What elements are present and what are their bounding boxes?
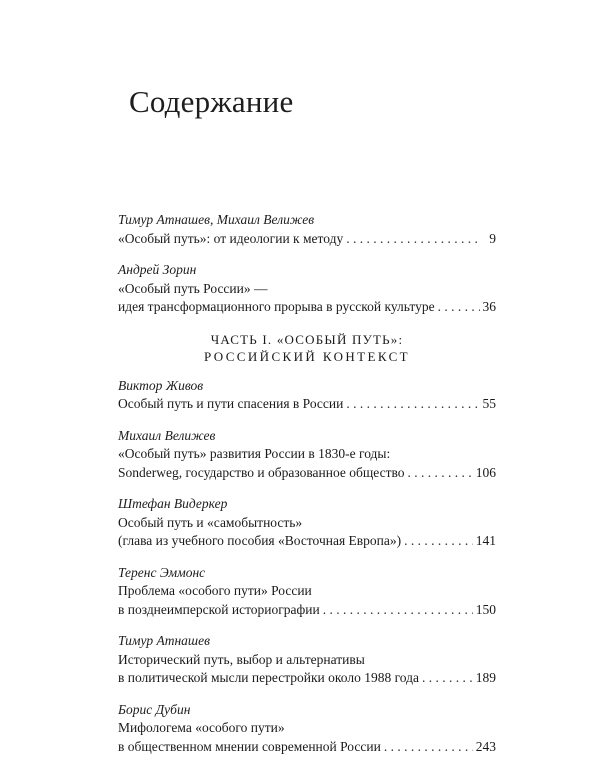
entry-title: в позднеимперской историографии xyxy=(118,601,320,617)
entry-title-line[interactable] xyxy=(118,395,496,414)
entry-title-line[interactable] xyxy=(118,532,496,551)
entry-title-line[interactable] xyxy=(118,601,496,620)
entry-title: Особый путь и «самобытность» xyxy=(118,514,303,530)
entry-title: (глава из учебного пособия «Восточная Европа») xyxy=(118,533,402,548)
page-number: 106 xyxy=(475,464,496,480)
toc-entry xyxy=(118,261,496,317)
page-number: 141 xyxy=(475,533,496,548)
entry-author: Тимур Атнашев, Михаил Велижев xyxy=(118,212,315,227)
toc-entry xyxy=(118,427,496,483)
entry-title: «Особый путь» развития России в 1830-е годы: xyxy=(118,446,391,461)
toc-entry xyxy=(118,564,496,620)
entry-title: «Особый путь России» — xyxy=(118,280,268,296)
dot-leader xyxy=(346,230,481,249)
toc-entry xyxy=(118,495,496,551)
dot-leader xyxy=(438,298,480,317)
entry-title-line[interactable] xyxy=(118,280,496,299)
page-number: 36 xyxy=(482,299,496,314)
part-subtitle: РОССИЙСКИЙ КОНТЕКСТ xyxy=(204,348,410,364)
entry-author: Андрей Зорин xyxy=(118,262,197,277)
entry-title-line[interactable] xyxy=(118,651,496,670)
toc-entry xyxy=(118,377,496,414)
dot-leader xyxy=(323,601,473,620)
entry-title: в политической мысли перестройки около 1988 года xyxy=(118,670,419,685)
entry-author: Михаил Велижев xyxy=(118,427,216,443)
toc-entry xyxy=(118,701,496,757)
entry-author: Виктор Живов xyxy=(118,377,204,393)
part-title: ЧАСТЬ I. «ОСОБЫЙ ПУТЬ»: xyxy=(210,331,404,347)
page-number: 9 xyxy=(489,230,496,246)
entry-author: Штефан Видеркер xyxy=(118,496,228,511)
dot-leader xyxy=(384,738,473,757)
toc-entry xyxy=(118,632,496,688)
entry-title: в общественном мнении современной России xyxy=(118,738,381,754)
entry-title: Sonderweg, государство и образованное общество xyxy=(118,464,405,480)
entry-title-line[interactable] xyxy=(118,738,496,757)
entry-author: Тимур Атнашев xyxy=(118,633,210,648)
dot-leader xyxy=(404,532,473,551)
entry-title-line[interactable] xyxy=(118,669,496,688)
entry-title-line[interactable] xyxy=(118,445,496,464)
entry-title: идея трансформационного прорыва в русской культуре xyxy=(118,299,435,314)
dot-leader xyxy=(346,395,479,414)
entry-title: Особый путь и пути спасения в России xyxy=(118,396,344,411)
page-number: 243 xyxy=(475,738,496,754)
entry-title-line[interactable] xyxy=(118,582,496,601)
page-title: Содержание xyxy=(129,84,294,119)
entry-title-line[interactable] xyxy=(118,464,496,483)
table-of-contents xyxy=(118,211,496,769)
page-number: 189 xyxy=(475,670,496,685)
entry-title-line[interactable] xyxy=(118,514,496,533)
entry-title: «Особый путь»: от идеологии к методу xyxy=(118,230,344,246)
toc-entry xyxy=(118,211,496,248)
entry-title-line[interactable] xyxy=(118,719,496,738)
entry-title: Исторический путь, выбор и альтернативы xyxy=(118,651,365,667)
dot-leader xyxy=(422,669,473,688)
entry-title: Проблема «особого пути» России xyxy=(118,583,312,598)
entry-author: Теренс Эммонс xyxy=(118,564,206,580)
dot-leader xyxy=(408,464,473,483)
part-header xyxy=(118,331,496,365)
page-number: 55 xyxy=(482,396,496,411)
entry-author: Борис Дубин xyxy=(118,701,191,717)
entry-title-line[interactable] xyxy=(118,298,496,317)
entry-title-line[interactable] xyxy=(118,230,496,249)
entry-title: Мифологема «особого пути» xyxy=(118,720,285,735)
page-number: 150 xyxy=(475,601,496,617)
